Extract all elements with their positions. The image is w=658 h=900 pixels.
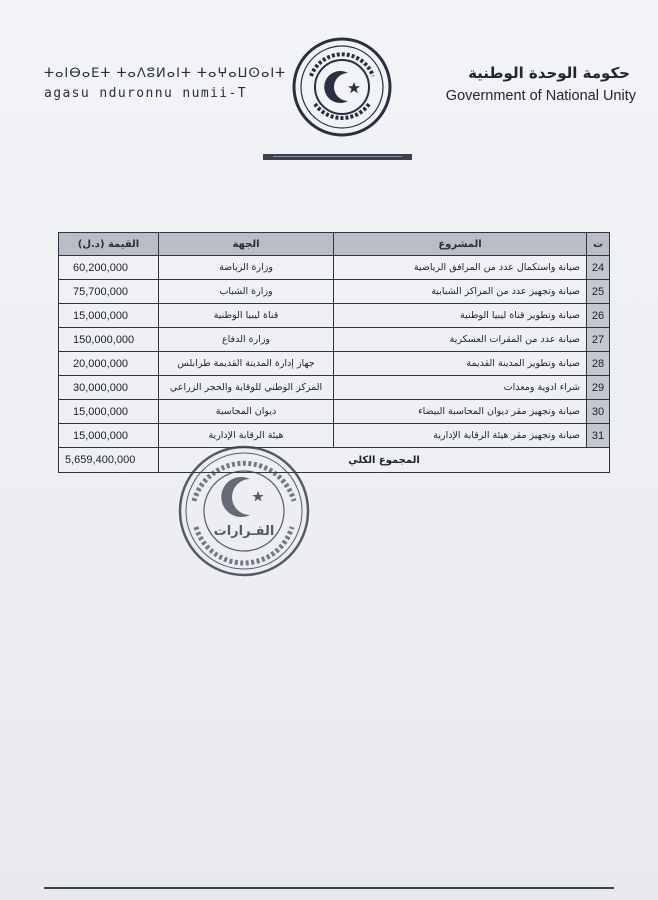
total-label: المجموع الكلي — [159, 448, 610, 473]
row-value: 15,000,000 — [59, 424, 159, 448]
row-entity: هيئة الرقابة الإدارية — [159, 424, 334, 448]
row-entity: وزارة الرياضة — [159, 256, 334, 280]
projects-table — [58, 232, 610, 473]
row-value: 60,200,000 — [59, 256, 159, 280]
row-entity: وزارة الدفاع — [159, 328, 334, 352]
total-value: 5,659,400,000 — [59, 448, 159, 473]
row-number: 28 — [587, 352, 610, 376]
row-number: 30 — [587, 400, 610, 424]
tifinagh-header: ⵜⴰⵏⴱⴰⴹⵜ ⵜⴰⴷⵓⵍⴰⵏⵜ ⵜⴰⵖⴰⵡⵙⴰⵏⵜ — [44, 66, 287, 81]
table-row — [59, 376, 610, 400]
row-entity: المركز الوطني للوقاية والحجر الزراعي — [159, 376, 334, 400]
government-emblem — [291, 36, 393, 138]
row-entity: ديوان المحاسبة — [159, 400, 334, 424]
header-entity: الجهة — [159, 233, 334, 256]
header-value: القيمة (د.ل) — [59, 233, 159, 256]
english-government-title: Government of National Unity — [445, 88, 636, 104]
table-row — [59, 256, 610, 280]
row-project: صيانة عدد من المقرات العسكرية — [334, 328, 587, 352]
row-value: 15,000,000 — [59, 400, 159, 424]
header-project: المشروع — [334, 233, 587, 256]
footer-divider — [44, 887, 614, 889]
arabic-government-title: حكومة الوحدة الوطنية — [468, 64, 630, 82]
stamp-text: القـرارات — [213, 524, 275, 539]
official-stamp — [176, 443, 312, 579]
row-project: صيانة وتجهيز مقر هيئة الرقابة الإدارية — [334, 424, 587, 448]
row-number: 25 — [587, 280, 610, 304]
table-row — [59, 280, 610, 304]
row-entity: قناة ليبيا الوطنية — [159, 304, 334, 328]
table-row — [59, 328, 610, 352]
row-project: صيانة وتجهيز عدد من المراكز الشبابية — [334, 280, 587, 304]
table-header-row — [59, 233, 610, 256]
row-project: صيانة وتطوير قناة ليبيا الوطنية — [334, 304, 587, 328]
row-number: 24 — [587, 256, 610, 280]
header-divider — [263, 154, 412, 160]
row-value: 75,700,000 — [59, 280, 159, 304]
table-row — [59, 352, 610, 376]
row-project: شراء ادوية ومعدات — [334, 376, 587, 400]
table-row — [59, 424, 610, 448]
row-value: 30,000,000 — [59, 376, 159, 400]
row-project: صيانة وتطوير المدينة القديمة — [334, 352, 587, 376]
header-number: ت — [587, 233, 610, 256]
row-number: 27 — [587, 328, 610, 352]
table-row — [59, 304, 610, 328]
row-value: 15,000,000 — [59, 304, 159, 328]
row-number: 29 — [587, 376, 610, 400]
berber-latin-header: agasu nduronnu numii-T — [44, 86, 247, 101]
row-project: صيانة وتجهيز مقر ديوان المحاسبة البيضاء — [334, 400, 587, 424]
row-value: 20,000,000 — [59, 352, 159, 376]
table-total-row — [59, 448, 610, 473]
row-entity: جهاز إدارة المدينة القديمة طرابلس — [159, 352, 334, 376]
table-row — [59, 400, 610, 424]
row-value: 150,000,000 — [59, 328, 159, 352]
row-project: صيانة واستكمال عدد من المرافق الرياضية — [334, 256, 587, 280]
row-number: 26 — [587, 304, 610, 328]
row-entity: وزارة الشباب — [159, 280, 334, 304]
row-number: 31 — [587, 424, 610, 448]
